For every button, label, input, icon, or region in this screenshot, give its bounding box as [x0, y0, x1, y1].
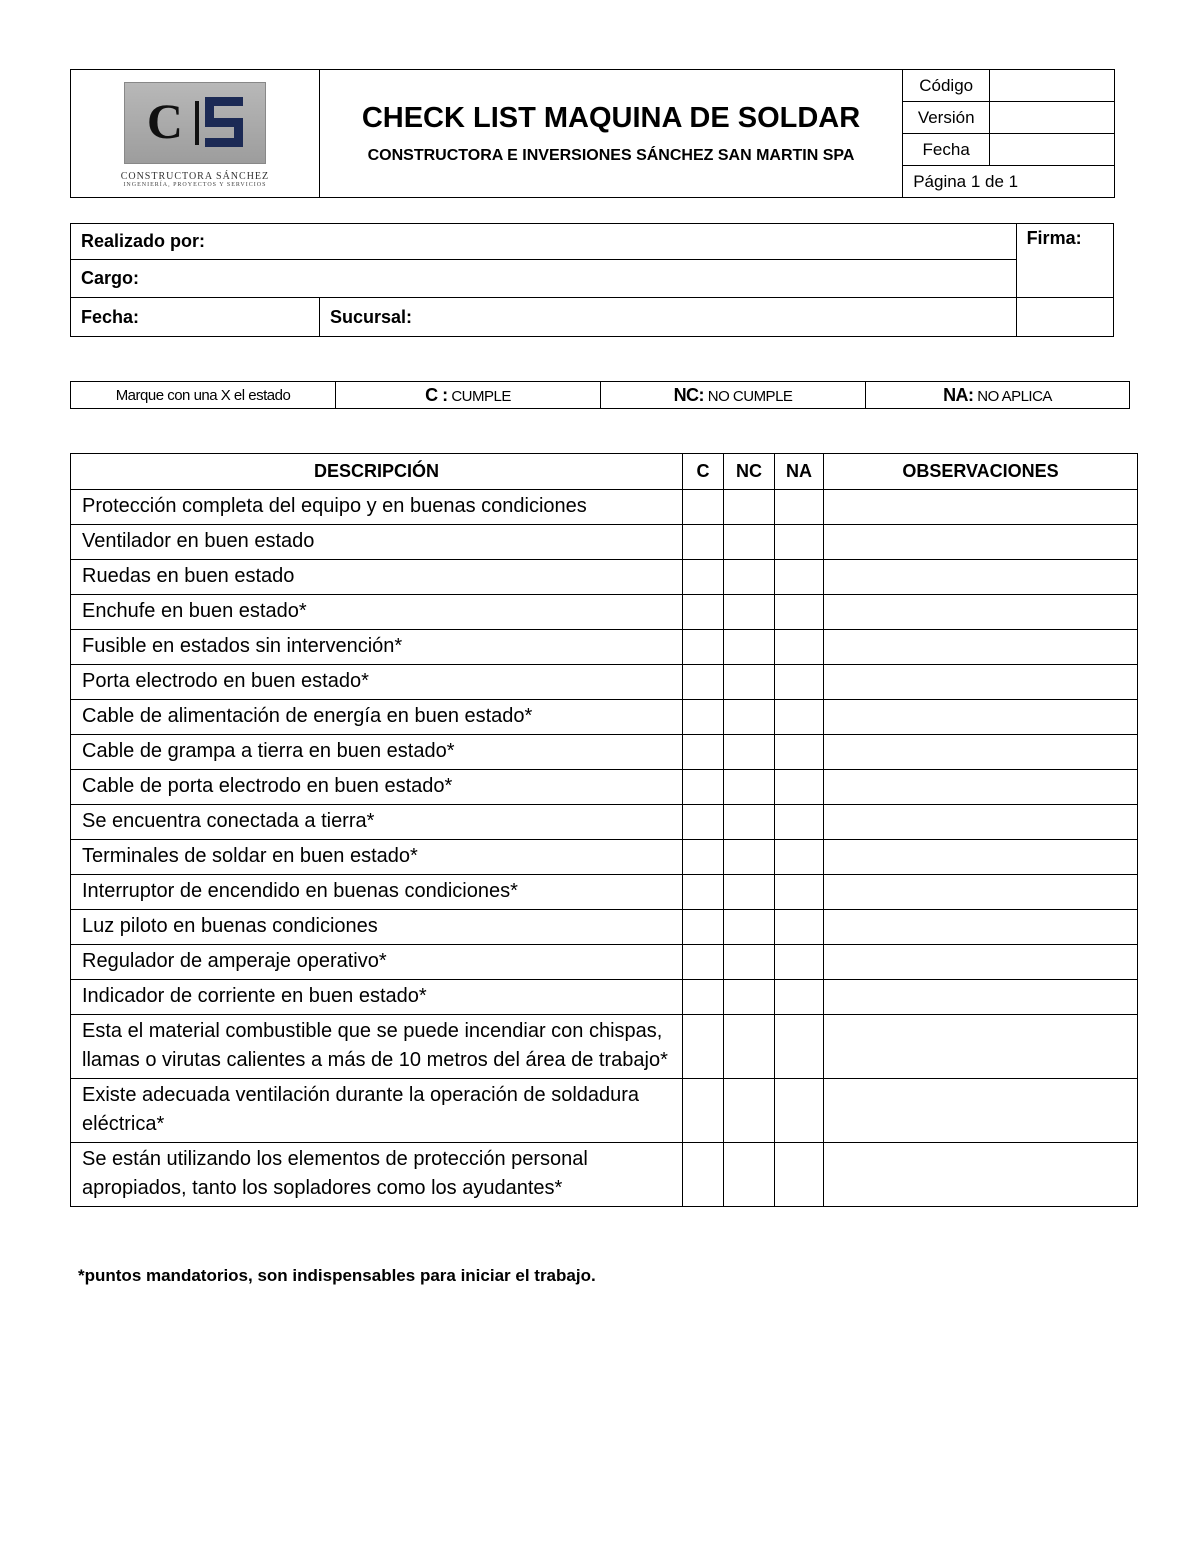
table-row [71, 770, 1138, 805]
fecha-meta-value[interactable] [990, 134, 1115, 166]
codigo-label: Código [903, 70, 990, 102]
logo-tagline: INGENIERÍA, PROYECTOS Y SERVICIOS [123, 181, 267, 188]
page-title: CHECK LIST MAQUINA DE SOLDAR [361, 102, 861, 134]
nc-checkbox-cell[interactable] [724, 490, 775, 525]
table-row [71, 875, 1138, 910]
header-c: C [683, 454, 724, 490]
table-row [71, 1143, 1138, 1207]
observation-cell[interactable] [824, 665, 1138, 700]
na-checkbox-cell[interactable] [775, 1079, 824, 1143]
company-name: CONSTRUCTORA E INVERSIONES SÁNCHEZ SAN MARTIN SPA [367, 147, 855, 164]
table-row [71, 1015, 1138, 1079]
table-row [71, 490, 1138, 525]
item-description: Regulador de amperaje operativo* [71, 945, 683, 980]
page-number: Página 1 de 1 [903, 166, 1115, 198]
item-description: Porta electrodo en buen estado* [71, 665, 683, 700]
c-checkbox-cell[interactable] [683, 665, 724, 700]
table-row [71, 910, 1138, 945]
na-checkbox-cell[interactable] [775, 805, 824, 840]
header-na: NA [775, 454, 824, 490]
na-checkbox-cell[interactable] [775, 840, 824, 875]
na-checkbox-cell[interactable] [775, 1015, 824, 1079]
legend-na-code: NA: [943, 384, 974, 405]
company-logo [71, 70, 320, 198]
observation-cell[interactable] [824, 945, 1138, 980]
item-description: Fusible en estados sin intervención* [71, 630, 683, 665]
table-row [71, 840, 1138, 875]
na-checkbox-cell[interactable] [775, 595, 824, 630]
legend-c-text: CUMPLE [451, 387, 511, 405]
c-checkbox-cell[interactable] [683, 560, 724, 595]
nc-checkbox-cell[interactable] [724, 805, 775, 840]
observation-cell[interactable] [824, 1015, 1138, 1079]
na-checkbox-cell[interactable] [775, 875, 824, 910]
item-description: Se están utilizando los elementos de protección personal apropiados, tanto los sopladores como los ayudantes* [71, 1143, 683, 1207]
legend-na-text: NO APLICA [977, 387, 1052, 405]
c-checkbox-cell[interactable] [683, 595, 724, 630]
observation-cell[interactable] [824, 1079, 1138, 1143]
firma-field[interactable]: Firma: [1016, 224, 1113, 298]
item-description: Cable de alimentación de energía en buen estado* [71, 700, 683, 735]
table-row [71, 945, 1138, 980]
table-row [71, 630, 1138, 665]
nc-checkbox-cell[interactable] [724, 770, 775, 805]
item-description: Luz piloto en buenas condiciones [71, 910, 683, 945]
c-checkbox-cell[interactable] [683, 1079, 724, 1143]
codigo-value[interactable] [990, 70, 1115, 102]
table-row [71, 735, 1138, 770]
c-checkbox-cell[interactable] [683, 770, 724, 805]
item-description: Esta el material combustible que se puede incendiar con chispas, llamas o virutas calientes a más de 10 metros del área de trabajo* [71, 1015, 683, 1079]
c-checkbox-cell[interactable] [683, 1143, 724, 1207]
checklist-table [70, 453, 1138, 1207]
legend-no-cumple [601, 382, 866, 409]
na-checkbox-cell[interactable] [775, 1143, 824, 1207]
c-checkbox-cell[interactable] [683, 735, 724, 770]
observation-cell[interactable] [824, 840, 1138, 875]
c-checkbox-cell[interactable] [683, 945, 724, 980]
observation-cell[interactable] [824, 490, 1138, 525]
version-value[interactable] [990, 102, 1115, 134]
cargo-field[interactable]: Cargo: [71, 260, 1017, 298]
c-checkbox-cell[interactable] [683, 980, 724, 1015]
table-row [71, 525, 1138, 560]
table-row [71, 560, 1138, 595]
nc-checkbox-cell[interactable] [724, 1143, 775, 1207]
item-description: Protección completa del equipo y en buenas condiciones [71, 490, 683, 525]
logo-company-line: CONSTRUCTORA SÁNCHEZ [120, 170, 270, 182]
legend-instruction: Marque con una X el estado [71, 382, 336, 409]
table-row [71, 595, 1138, 630]
na-checkbox-cell[interactable] [775, 945, 824, 980]
fecha-field[interactable]: Fecha: [71, 298, 320, 337]
inspection-info [70, 223, 1114, 337]
table-row [71, 980, 1138, 1015]
item-description: Cable de grampa a tierra en buen estado* [71, 735, 683, 770]
table-row [71, 1079, 1138, 1143]
item-description: Interruptor de encendido en buenas condiciones* [71, 875, 683, 910]
nc-checkbox-cell[interactable] [724, 525, 775, 560]
mandatory-footnote: *puntos mandatorios, son indispensables para iniciar el trabajo. [78, 1266, 596, 1285]
nc-checkbox-cell[interactable] [724, 630, 775, 665]
observation-cell[interactable] [824, 630, 1138, 665]
observation-cell[interactable] [824, 770, 1138, 805]
table-row [71, 665, 1138, 700]
sucursal-field[interactable]: Sucursal: [320, 298, 1017, 337]
table-row [71, 700, 1138, 735]
nc-checkbox-cell[interactable] [724, 1015, 775, 1079]
header-observations: OBSERVACIONES [824, 454, 1138, 490]
c-checkbox-cell[interactable] [683, 700, 724, 735]
legend-nc-code: NC: [673, 384, 705, 405]
na-checkbox-cell[interactable] [775, 735, 824, 770]
nc-checkbox-cell[interactable] [724, 665, 775, 700]
c-checkbox-cell[interactable] [683, 910, 724, 945]
item-description: Terminales de soldar en buen estado* [71, 840, 683, 875]
na-checkbox-cell[interactable] [775, 560, 824, 595]
observation-cell[interactable] [824, 980, 1138, 1015]
nc-checkbox-cell[interactable] [724, 875, 775, 910]
observation-cell[interactable] [824, 525, 1138, 560]
c-checkbox-cell[interactable] [683, 875, 724, 910]
legend-no-aplica [866, 382, 1130, 409]
na-checkbox-cell[interactable] [775, 630, 824, 665]
nc-checkbox-cell[interactable] [724, 910, 775, 945]
na-checkbox-cell[interactable] [775, 910, 824, 945]
item-description: Ruedas en buen estado [71, 560, 683, 595]
item-description: Indicador de corriente en buen estado* [71, 980, 683, 1015]
header-description: DESCRIPCIÓN [71, 454, 683, 490]
legend-nc-text: NO CUMPLE [707, 387, 793, 405]
c-checkbox-cell[interactable] [683, 805, 724, 840]
nc-checkbox-cell[interactable] [724, 595, 775, 630]
document-header [70, 69, 1115, 198]
nc-checkbox-cell[interactable] [724, 980, 775, 1015]
nc-checkbox-cell[interactable] [724, 1079, 775, 1143]
observation-cell[interactable] [824, 1143, 1138, 1207]
nc-checkbox-cell[interactable] [724, 560, 775, 595]
na-checkbox-cell[interactable] [775, 490, 824, 525]
item-description: Existe adecuada ventilación durante la operación de soldadura eléctrica* [71, 1079, 683, 1143]
item-description: Enchufe en buen estado* [71, 595, 683, 630]
nc-checkbox-cell[interactable] [724, 945, 775, 980]
observation-cell[interactable] [824, 700, 1138, 735]
observation-cell[interactable] [824, 560, 1138, 595]
observation-cell[interactable] [824, 735, 1138, 770]
fecha-meta-label: Fecha [903, 134, 990, 166]
legend-c-code: C : [425, 384, 448, 405]
realizado-field[interactable]: Realizado por: [71, 224, 1017, 260]
version-label: Versión [903, 102, 990, 134]
c-checkbox-cell[interactable] [683, 840, 724, 875]
observation-cell[interactable] [824, 875, 1138, 910]
observation-cell[interactable] [824, 595, 1138, 630]
c-checkbox-cell[interactable] [683, 525, 724, 560]
observation-cell[interactable] [824, 910, 1138, 945]
na-checkbox-cell[interactable] [775, 770, 824, 805]
na-checkbox-cell[interactable] [775, 980, 824, 1015]
status-legend [70, 381, 1130, 409]
item-description: Se encuentra conectada a tierra* [71, 805, 683, 840]
nc-checkbox-cell[interactable] [724, 840, 775, 875]
na-checkbox-cell[interactable] [775, 700, 824, 735]
table-row [71, 805, 1138, 840]
nc-checkbox-cell[interactable] [724, 700, 775, 735]
nc-checkbox-cell[interactable] [724, 735, 775, 770]
item-description: Ventilador en buen estado [71, 525, 683, 560]
title-cell [319, 70, 902, 198]
item-description: Cable de porta electrodo en buen estado* [71, 770, 683, 805]
na-checkbox-cell[interactable] [775, 665, 824, 700]
header-nc: NC [724, 454, 775, 490]
observation-cell[interactable] [824, 805, 1138, 840]
legend-cumple [336, 382, 601, 409]
na-checkbox-cell[interactable] [775, 525, 824, 560]
c-checkbox-cell[interactable] [683, 490, 724, 525]
c-checkbox-cell[interactable] [683, 630, 724, 665]
firma-extra-cell[interactable] [1016, 298, 1113, 337]
c-checkbox-cell[interactable] [683, 1015, 724, 1079]
logo-emblem: C [124, 82, 266, 164]
